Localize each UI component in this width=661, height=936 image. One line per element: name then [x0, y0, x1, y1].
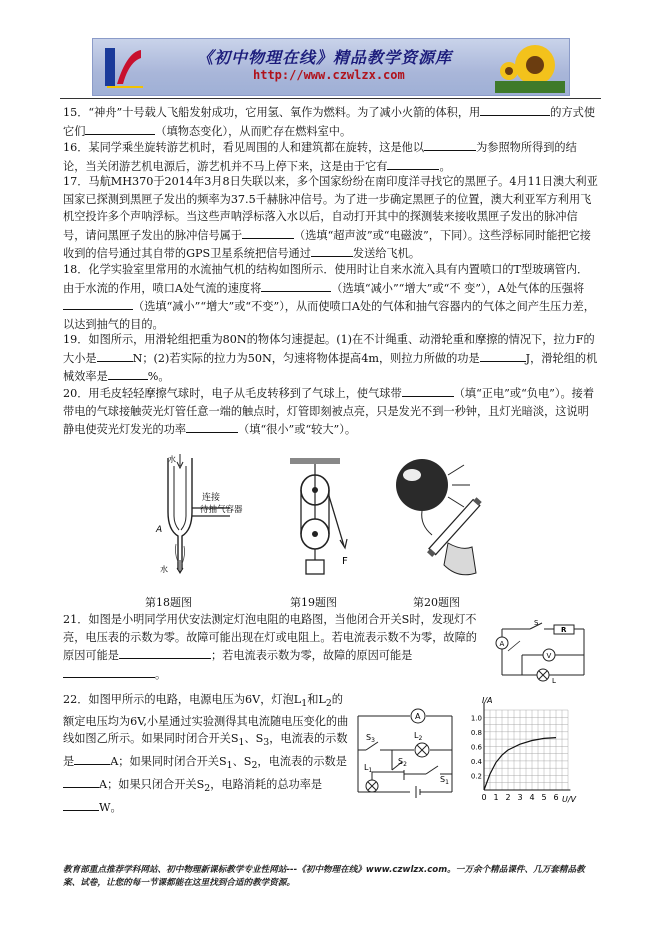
q18-text-a: 18．化学实验室里常用的水流抽气机的结构如图所示．使用时让自来水流入具有内置喷口的T型玻璃管内．由于水流的作用，喷口A处气流的速度将 — [63, 263, 589, 295]
q15-text-a: 15．“神舟”十号载人飞船发射成功，它用氢、氧作为燃料。为了减小火箭的体积，用 — [63, 106, 481, 119]
q19-text-c: J，滑轮组的机械效率是 — [63, 351, 598, 384]
q19-blank-3[interactable] — [108, 367, 148, 380]
question-21 — [63, 611, 488, 683]
q20-blank-2[interactable] — [186, 420, 238, 433]
fig19-caption: 第19题图 — [290, 596, 337, 609]
fig18-water-label: 水 — [168, 455, 176, 464]
q18-text-b: （选填“减小”“增大”或“不 变”），A处气体的压强将 — [331, 281, 585, 295]
sunflower-icon — [495, 41, 565, 93]
question-22 — [63, 691, 353, 817]
q16-text-a: 16．某同学乘坐旋转游艺机时，看见周围的人和建筑都在旋转，这是他以 — [63, 141, 425, 154]
chart-x-tick-label: 4 — [529, 793, 535, 802]
chart-x-label: U/V — [562, 795, 577, 804]
chart-y-tick-label: 0.2 — [470, 772, 482, 781]
q19-text-b: N；(2)若实际的拉力为50N，匀速将物体提高4m，则拉力所做的功是 — [132, 351, 480, 365]
q18-text-c: （选填“减小”“增大”或“不变”），从而使喷口A处的气体和抽气容器内的气体之间产生压力差，以达到抽气的目的。 — [63, 300, 595, 331]
q15-text-b: 的方式使它们 — [63, 106, 596, 138]
chart-x-tick-label: 5 — [541, 793, 547, 802]
chart-y-ticks — [471, 714, 483, 780]
question-16 — [63, 138, 598, 175]
fig21-switch-label: S — [534, 619, 539, 627]
chart-y-tick-label: 0.4 — [470, 757, 482, 766]
figure-22a-circuit — [352, 700, 458, 800]
q22-sub-7: 2 — [204, 783, 211, 795]
chart-y-label: I/A — [482, 696, 493, 705]
fig18-A-label: A — [156, 525, 163, 535]
q16-blank-1[interactable] — [424, 138, 476, 151]
q22-blank-2[interactable] — [63, 775, 99, 788]
q17-blank-1[interactable] — [242, 226, 294, 239]
q22-sub-3: 1 — [238, 737, 245, 749]
chart-x-tick-label: 2 — [505, 793, 511, 802]
fig22a-s1-label: $S_1$ — [440, 775, 449, 786]
q19-text-a: 19．如图所示，用滑轮组把重为80N的物体匀速提起。(1)在不计绳重、动滑轮重和摩擦的情况下，拉力F的大小是 — [63, 333, 595, 365]
site-logo-icon — [103, 44, 145, 90]
q17-blank-2[interactable] — [311, 244, 353, 257]
fig20-caption: 第20题图 — [413, 596, 460, 609]
q22-text-e: ，电流表的示数是 — [63, 732, 348, 769]
q16-text-c: 。 — [439, 159, 451, 173]
q22-text-j: ，电路消耗的总功率是 — [210, 778, 323, 792]
q19-text-d: %。 — [147, 370, 170, 384]
chart-grid — [484, 710, 568, 790]
q22-text-h: ，电流表的示数是 — [257, 755, 347, 769]
question-20 — [63, 384, 598, 439]
figure-20-balloon-tube — [392, 455, 492, 585]
question-17 — [63, 173, 598, 263]
chart-y-tick-label: 0.6 — [470, 743, 482, 752]
figure-21-circuit — [492, 617, 592, 687]
q20-text-c: （填“很小”或“较大”）。 — [238, 423, 357, 437]
question-18 — [63, 261, 598, 333]
q19-blank-2[interactable] — [480, 349, 526, 362]
q21-text-b: ；若电流表示数为零，故障的原因可能是 — [210, 649, 413, 663]
q22-text-k: W。 — [99, 800, 122, 814]
q22-text-f: A；如果同时闭合开关S — [110, 755, 227, 769]
q18-blank-2[interactable] — [63, 297, 133, 310]
fig18-caption: 第18题图 — [145, 596, 192, 609]
chart-x-tick-label: 1 — [493, 793, 499, 802]
q18-blank-1[interactable] — [261, 279, 331, 292]
q22-blank-1[interactable] — [74, 752, 110, 765]
q20-text-a: 20．用毛皮轻轻摩擦气球时，电子从毛皮转移到了气球上，使气球带 — [63, 387, 402, 400]
question-15 — [63, 103, 598, 140]
q16-text-b: 为参照物所得到的结论，当关闭游艺机电源后，游艺机并不马上停下来，这是由于它有 — [63, 141, 577, 173]
q22-sub-2: 2 — [325, 698, 332, 710]
figure-22b-iu-chart — [462, 694, 582, 806]
banner-title: 《初中物理在线》精品教学资源库 — [197, 48, 453, 67]
q15-text-c: （填物态变化），从而贮存在燃料室中。 — [155, 124, 352, 138]
fig22a-l2-label: $L_2$ — [414, 731, 423, 742]
fig21-lamp-label: L — [552, 677, 556, 685]
fig18-connect-label: 连接 — [202, 493, 221, 503]
q21-text-c: 。 — [155, 667, 167, 681]
fig22a-s3-label: $S_3$ — [366, 733, 375, 744]
q19-blank-1[interactable] — [97, 349, 133, 362]
chart-x-tick-label: 3 — [517, 793, 523, 802]
q22-sub-5: 1 — [226, 760, 233, 772]
chart-x-ticks — [481, 793, 558, 802]
q22-text-b: 和L — [307, 693, 326, 706]
q22-sub-1: 1 — [301, 698, 308, 710]
page-footer: 教育部重点推荐学科网站、初中物理新课标教学专业性网站---《初中物理在线》www.czwlzx.com。一万余个精品课件、几万套精品教案、试卷，让您的每一节课都能在这里找到合适的教学资源。 — [63, 865, 585, 888]
q22-text-g: 、S — [232, 755, 252, 769]
fig19-F-label: F — [342, 556, 348, 567]
question-19 — [63, 331, 598, 386]
q22-sub-6: 2 — [251, 760, 258, 772]
header-rule — [60, 98, 601, 99]
q20-blank-1[interactable] — [402, 384, 454, 397]
chart-y-tick-label: 0.8 — [470, 728, 482, 737]
q15-blank-1[interactable] — [480, 103, 550, 116]
q22-text-c: 的额定电压均为6V,小星通过实验测得其电流随电压变化的曲线如图乙所示。如果同时闭合开关S — [63, 693, 349, 746]
q22-blank-3[interactable] — [63, 798, 99, 811]
fig18-out-label: 水 — [160, 565, 168, 574]
q17-text-c: 发送给飞机。 — [352, 247, 421, 261]
header-banner — [92, 38, 570, 96]
figure-18-aspirator — [130, 452, 260, 574]
fig22a-s2-label: $S_2$ — [398, 757, 407, 768]
figure-19-pulley — [280, 456, 360, 586]
banner-url: http://www.czwlzx.com — [253, 68, 405, 82]
q16-blank-2[interactable] — [387, 157, 439, 170]
chart-x-tick-label: 0 — [481, 793, 487, 802]
fig18-container-label: 待抽气容器 — [200, 505, 243, 515]
fig21-ammeter-label: A — [499, 640, 505, 648]
fig21-resistor-label: R — [561, 626, 567, 634]
q15-blank-2[interactable] — [85, 122, 155, 135]
q21-blank-1[interactable] — [119, 646, 211, 659]
q21-blank-2[interactable] — [63, 665, 155, 678]
q17-text-b: （选填“超声波”或“电磁波”，下同）。这些浮标同时能把它接收到的信号通过其自带的GPS卫星系统把信号通过 — [63, 228, 591, 261]
fig22a-l1-label: $L_1$ — [364, 763, 373, 774]
q22-text-d: 、S — [244, 732, 264, 746]
q20-text-b: （填“正电”或“负电”）。接着带电的气球接触荧光灯管任意一端的触点时，灯管即刻被点亮，只是发光不到一秒钟，且灯光暗淡，这说明静电使荧光灯发光的功率 — [63, 387, 595, 437]
q22-text-a: 22．如图甲所示的电路，电源电压为6V，灯泡L — [63, 693, 302, 706]
q22-sub-4: 3 — [263, 737, 270, 749]
q21-text-a: 21．如图是小明同学用伏安法测定灯泡电阻的电路图，当他闭合开关S时，发现灯不亮，电压表的示数为零。故障可能出现在灯或电阻上。若电流表示数不为零，故障的原因可能是 — [63, 613, 477, 663]
fig22a-ammeter-label: A — [415, 712, 421, 721]
q22-text-i: A；如果只闭合开关S — [99, 778, 205, 792]
chart-y-tick-label: 1.0 — [470, 714, 482, 723]
q17-text-a: 17．马航MH370于2014年3月8日失联以来，多个国家纷纷在南印度洋寻找它的黑匣子。4月11日澳大利亚国家已探测到黑匣子发出的频率为37.5千赫脉冲信号。为了进一步确定黑匣子的位置，澳大利亚军方利用飞机空投许多个声呐浮标。当这些声呐浮标落入水以后，自动打开其中的探测装来接收黑匣子发出的脉冲信号，请问黑匣子发出的脉冲信号属于 — [63, 175, 598, 242]
fig21-voltmeter-label: V — [546, 652, 552, 660]
chart-x-tick-label: 6 — [553, 793, 559, 802]
